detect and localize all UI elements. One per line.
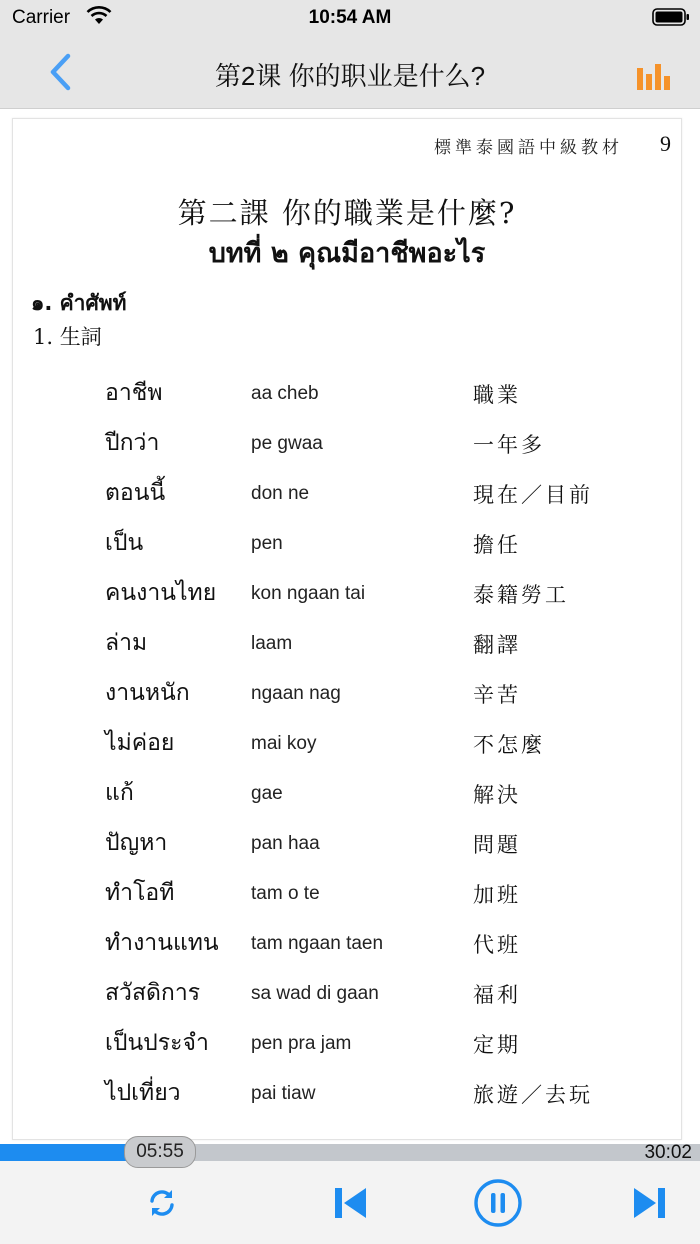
vocab-romanization: mai koy <box>251 733 317 754</box>
vocab-romanization: gae <box>251 783 283 804</box>
vocab-chinese: 現在／目前 <box>473 483 593 507</box>
vocab-romanization: laam <box>251 633 293 654</box>
vocab-romanization: pen <box>251 533 283 554</box>
vocab-row <box>13 521 681 571</box>
vocab-chinese: 辛苦 <box>473 683 521 707</box>
book-page[interactable] <box>12 118 682 1140</box>
vocab-chinese: 代班 <box>473 933 521 957</box>
vocab-romanization: pan haa <box>251 833 320 854</box>
vocab-thai: อาชีพ <box>105 380 163 406</box>
vocab-row <box>13 1071 681 1121</box>
vocab-chinese: 加班 <box>473 883 521 907</box>
skip-next-icon <box>632 1185 668 1221</box>
vocab-romanization: pen pra jam <box>251 1033 352 1054</box>
vocab-chinese: 一年多 <box>473 433 545 457</box>
vocab-thai: ทำงานแทน <box>105 930 219 956</box>
section-heading-zh: 1. 生詞 <box>33 325 102 349</box>
progress-fill <box>0 1144 138 1161</box>
vocab-thai: ปัญหา <box>105 830 168 856</box>
vocab-row <box>13 571 681 621</box>
nav-bar <box>0 36 700 109</box>
current-time-thumb[interactable]: 05:55 <box>124 1136 196 1168</box>
progress-slider[interactable] <box>0 1144 700 1161</box>
back-button[interactable] <box>38 50 82 94</box>
book-header: 標準泰國語中級教材 <box>434 138 623 158</box>
stats-button[interactable] <box>632 56 676 96</box>
vocab-thai: ทำโอที <box>105 880 175 906</box>
vocab-thai: ล่าม <box>105 630 148 656</box>
status-time: 10:54 AM <box>308 7 392 28</box>
vocab-row <box>13 721 681 771</box>
status-bar <box>0 0 700 36</box>
vocab-romanization: ngaan nag <box>251 683 341 704</box>
skip-previous-icon <box>332 1185 368 1221</box>
vocab-row <box>13 771 681 821</box>
vocab-chinese: 問題 <box>473 833 521 857</box>
vocab-row <box>13 471 681 521</box>
vocab-chinese: 福利 <box>473 983 521 1007</box>
vocab-chinese: 泰籍勞工 <box>473 583 569 607</box>
vocab-romanization: don ne <box>251 483 310 504</box>
repeat-button[interactable] <box>137 1178 187 1228</box>
carrier-label: Carrier <box>12 7 71 28</box>
vocab-chinese: 解決 <box>473 783 521 807</box>
vocab-chinese: 翻譯 <box>473 633 521 657</box>
lesson-title-zh: 第二課 你的職業是什麼? <box>177 196 517 230</box>
vocab-row <box>13 971 681 1021</box>
vocab-romanization: pe gwaa <box>251 433 323 454</box>
vocab-row <box>13 421 681 471</box>
vocab-thai: คนงานไทย <box>105 580 217 606</box>
vocab-row <box>13 1021 681 1071</box>
lesson-title-th: บทที่ ๒ คุณมีอาชีพอะไร <box>208 238 486 269</box>
vocab-thai: ไปเที่ยว <box>105 1080 181 1106</box>
vocab-chinese: 旅遊／去玩 <box>473 1083 593 1107</box>
vocab-thai: ตอนนี้ <box>105 480 166 506</box>
vocab-chinese: 擔任 <box>473 533 521 557</box>
chevron-left-icon <box>48 53 72 91</box>
vocab-thai: เป็นประจำ <box>105 1030 209 1056</box>
vocab-thai: เป็น <box>105 530 144 556</box>
vocab-chinese: 職業 <box>473 383 521 407</box>
vocab-thai: ไม่ค่อย <box>105 730 175 756</box>
vocab-chinese: 不怎麼 <box>473 733 545 757</box>
vocab-chinese: 定期 <box>473 1033 521 1057</box>
repeat-icon <box>145 1186 179 1220</box>
vocab-romanization: pai tiaw <box>251 1083 316 1104</box>
vocab-row <box>13 621 681 671</box>
vocab-row <box>13 371 681 421</box>
vocab-row <box>13 821 681 871</box>
bar-chart-icon <box>632 56 676 96</box>
vocab-romanization: tam ngaan taen <box>251 933 384 954</box>
vocab-row <box>13 921 681 971</box>
vocab-thai: ปีกว่า <box>105 430 160 456</box>
next-button[interactable] <box>625 1178 675 1228</box>
audio-player <box>0 1141 700 1244</box>
vocab-row <box>13 671 681 721</box>
vocab-romanization: sa wad di gaan <box>251 983 379 1004</box>
previous-button[interactable] <box>325 1178 375 1228</box>
page-title: 第2课 你的职业是什么? <box>214 61 486 91</box>
vocab-thai: งานหนัก <box>105 680 190 706</box>
vocab-thai: แก้ <box>105 780 134 806</box>
vocab-thai: สวัสดิการ <box>105 980 201 1006</box>
vocab-romanization: tam o te <box>251 883 320 904</box>
vocab-row <box>13 871 681 921</box>
total-time: 30:02 <box>644 1142 692 1163</box>
vocab-romanization: aa cheb <box>251 383 319 404</box>
battery-icon <box>652 8 690 26</box>
pause-icon <box>473 1178 523 1228</box>
vocab-romanization: kon ngaan tai <box>251 583 366 604</box>
pause-button[interactable] <box>473 1178 523 1228</box>
section-heading-th: ๑. คำศัพท์ <box>31 291 127 315</box>
book-page-number: 9 <box>660 131 671 156</box>
